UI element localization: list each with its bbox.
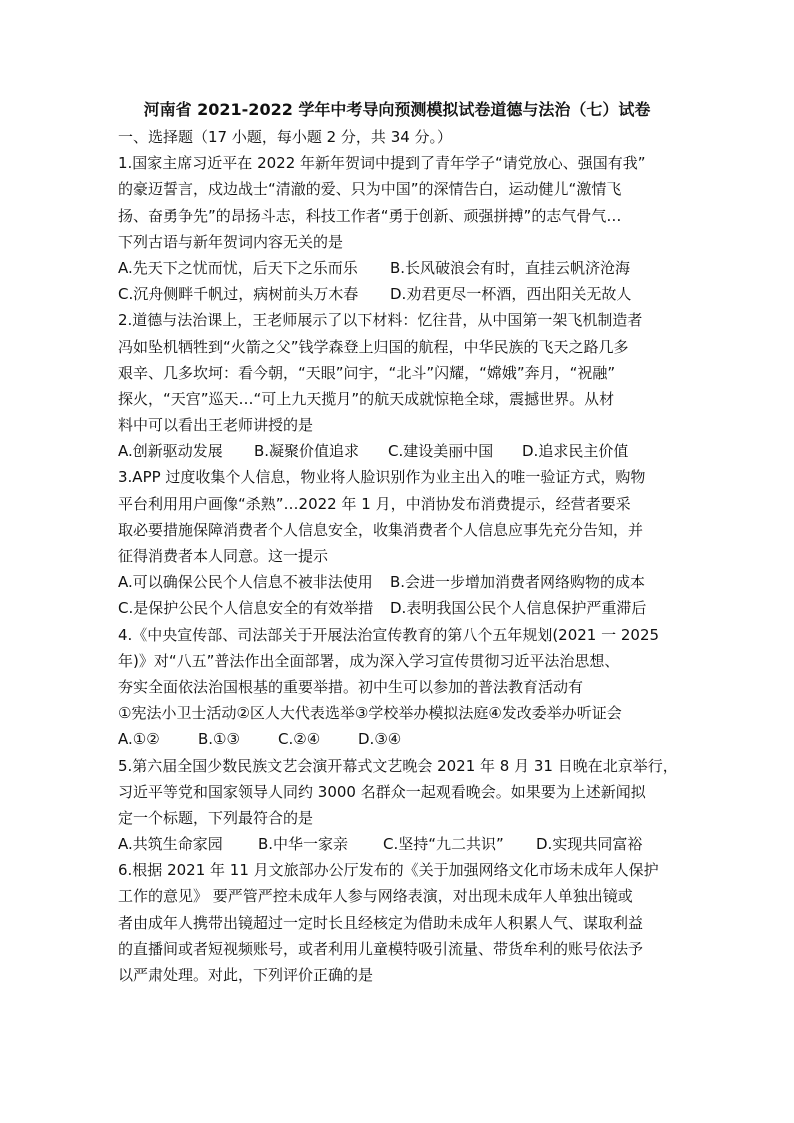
question-2 xyxy=(118,307,678,464)
question-text-line: 探火，“天宫”巡天…“可上九天揽月”的航天成就惊艳全球，震撼世界。从材 xyxy=(118,389,615,408)
question-text-line: 者由成年人携带出镜超过一定时长且经核定为借助未成年人积累人气、谋取利益 xyxy=(118,913,644,932)
option-row xyxy=(118,255,678,281)
answer-option[interactable]: C.是保护公民个人信息安全的有效举措 xyxy=(118,599,374,618)
answer-option[interactable]: C.坚持“九二共识” xyxy=(383,835,504,854)
question-text-line: 习近平等党和国家领导人同约 3000 名群众一起观看晚会。如果要为上述新闻拟 xyxy=(118,782,646,801)
question-text-line: 以严肃处理。对此，下列评价正确的是 xyxy=(118,966,374,984)
answer-option[interactable]: D.表明我国公民个人信息保护严重滞后 xyxy=(390,599,647,618)
answer-option[interactable]: D.实现共同富裕 xyxy=(536,835,643,854)
answer-option[interactable]: B.凝聚价值追求 xyxy=(254,442,360,461)
answer-option[interactable]: D.③④ xyxy=(358,730,402,749)
option-row xyxy=(118,595,678,621)
question-text-line: 征得消费者本人同意。这一提示 xyxy=(118,547,329,565)
question-text-line: 料中可以看出王老师讲授的是 xyxy=(118,416,314,435)
option-row xyxy=(118,726,678,752)
question-5 xyxy=(118,753,678,858)
answer-option[interactable]: D.追求民主价值 xyxy=(522,442,629,461)
question-text-line: 平台利用用户画像“杀熟”…2022 年 1 月，中消协发布消费提示，经营者要采 xyxy=(118,494,631,513)
question-3 xyxy=(118,464,678,621)
question-text-line: 冯如坠机牺牲到“火箭之父”钱学森登上归国的航程，中华民族的飞天之路几多 xyxy=(118,337,629,356)
question-text-line: 3.APP 过度收集个人信息，物业将人脸识别作为业主出入的唯一验证方式，购物 xyxy=(118,468,646,487)
answer-option[interactable]: C.②④ xyxy=(278,730,321,749)
answer-option[interactable]: C.沉舟侧畔千帆过，病树前头万木春 xyxy=(118,285,359,304)
question-text-line: 5.第六届全国少数民族文艺会演开幕式文艺晚会 2021 年 8 月 31 日晚在北京举行， xyxy=(118,756,678,775)
answer-option[interactable]: B.会进一步增加消费者网络购物的成本 xyxy=(390,573,646,592)
option-row xyxy=(118,281,678,307)
answer-option[interactable]: B.长风破浪会有时，直挂云帆济沧海 xyxy=(390,258,631,277)
section-heading: 一、选择题（17 小题，每小题 2 分，共 34 分。） xyxy=(118,128,453,146)
answer-option[interactable]: A.先天下之忧而忧，后天下之乐而乐 xyxy=(118,258,358,277)
answer-option[interactable]: A.①② xyxy=(118,730,160,749)
answer-option[interactable]: A.可以确保公民个人信息不被非法使用 xyxy=(118,573,373,592)
question-text-line: 2.道德与法治课上，王老师展示了以下材料：忆往昔，从中国第一架飞机制造者 xyxy=(118,311,643,330)
question-text-line: 取必要措施保障消费者个人信息安全，收集消费者个人信息应事先充分告知，并 xyxy=(118,520,644,539)
question-text-line: 4.《中央宣传部、司法部关于开展法治宣传教育的第八个五年规划(2021 一 2025 xyxy=(118,625,660,644)
question-1 xyxy=(118,150,678,307)
answer-option[interactable]: A.共筑生命家园 xyxy=(118,835,223,854)
question-text-line: 艰辛、几多坎坷：看今朝，“天眼”问宇，“北斗”闪耀，“嫦娥”奔月，“祝融” xyxy=(118,363,616,382)
question-6 xyxy=(118,857,678,988)
question-text-line: 的豪迈誓言，戍边战士“清澈的爱、只为中国”的深情告白，运动健儿“激情飞 xyxy=(118,180,622,199)
answer-option[interactable]: C.建设美丽中国 xyxy=(388,442,494,461)
question-text-line: 工作的意见》 要严管严控未成年人参与网络表演，对出现未成年人单独出镜或 xyxy=(118,887,633,906)
answer-option[interactable]: A.创新驱动发展 xyxy=(118,442,223,461)
exam-title: 河南省 2021-2022 学年中考导向预测模拟试卷道德与法治（七）试卷 xyxy=(143,100,651,119)
question-text-line: 扬、奋勇争先”的昂扬斗志，科技工作者“勇于创新、顽强拼搏”的志气骨气… xyxy=(118,206,622,225)
option-row xyxy=(118,438,678,464)
question-4 xyxy=(118,622,678,753)
answer-option[interactable]: B.①③ xyxy=(198,730,240,749)
question-text-line: 1.国家主席习近平在 2022 年新年贺词中提到了青年学子“请党放心、强国有我” xyxy=(118,154,646,173)
question-content xyxy=(118,124,678,988)
question-text-line: 定一个标题，下列最符合的是 xyxy=(118,808,314,827)
question-text-line: 的直播间或者短视频账号，或者利用儿童模特吸引流量、带货牟利的账号依法予 xyxy=(118,939,644,958)
answer-option[interactable]: D.劝君更尽一杯酒，西出阳关无故人 xyxy=(390,285,632,304)
question-text-line: ①宪法小卫士活动②区人大代表选举③学校举办模拟法庭④发改委举办听证会 xyxy=(118,704,622,723)
option-row xyxy=(118,831,678,857)
question-text-line: 下列古语与新年贺词内容无关的是 xyxy=(118,232,344,251)
question-text-line: 年)》对“八五”普法作出全面部署，成为深入学习宣传贯彻习近平法治思想、 xyxy=(118,651,620,670)
question-text-line: 6.根据 2021 年 11 月文旅部办公厅发布的《关于加强网络文化市场未成年人保护 xyxy=(118,861,659,880)
answer-option[interactable]: B.中华一家亲 xyxy=(258,835,349,854)
option-row xyxy=(118,569,678,595)
question-text-line: 夯实全面依法治国根基的重要举措。初中生可以参加的普法教育活动有 xyxy=(118,677,584,696)
